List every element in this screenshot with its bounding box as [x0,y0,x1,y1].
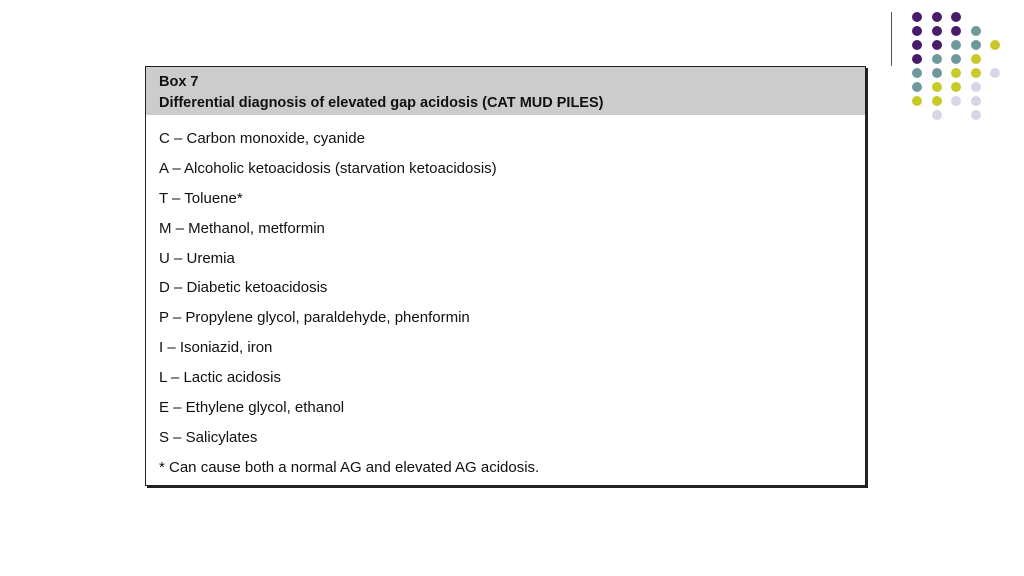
decorative-dot [951,96,961,106]
decorative-dot [971,26,981,36]
decorative-dot [932,82,942,92]
decorative-dot [951,40,961,50]
decorative-dot [932,110,942,120]
decorative-dot [971,68,981,78]
decorative-dot [912,12,922,22]
box-label: Box 7 [159,74,199,90]
decorative-dot [971,40,981,50]
decorative-dot [971,96,981,106]
decorative-dot [990,68,1000,78]
box-title: Differential diagnosis of elevated gap acidosis (CAT MUD PILES) [159,95,604,111]
footnote: * Can cause both a normal AG and elevated AG acidosis. [159,458,540,476]
list-item: T – Toluene* [159,189,243,207]
box-header [146,67,865,115]
decorative-dot [912,82,922,92]
list-item: A – Alcoholic ketoacidosis (starvation ketoacidosis) [159,159,497,177]
decorative-dot [932,96,942,106]
list-item: L – Lactic acidosis [159,369,282,387]
decorative-dot [912,96,922,106]
list-item: M – Methanol, metformin [159,219,325,237]
decorative-dot [951,54,961,64]
decorative-dot [932,26,942,36]
decorative-dot [990,40,1000,50]
list-item: C – Carbon monoxide, cyanide [159,130,365,147]
decorative-dot [971,110,981,120]
box-body [146,115,865,483]
list-item: I – Isoniazid, iron [159,339,273,357]
list-item: P – Propylene glycol, paraldehyde, phenformin [159,309,470,327]
decorative-dot [971,54,981,64]
decorative-dot [951,82,961,92]
list-item: U – Uremia [159,249,235,267]
decorative-dot [971,82,981,92]
decorative-dot [932,12,942,22]
decorative-dot [912,40,922,50]
decorative-dot [912,54,922,64]
diagnosis-box [145,66,866,486]
decorative-dot [912,68,922,78]
list-item: E – Ethylene glycol, ethanol [159,399,345,417]
decorative-dot [932,40,942,50]
decorative-dot [932,68,942,78]
list-item: D – Diabetic ketoacidosis [159,279,328,297]
decorative-dot [951,68,961,78]
list-item: S – Salicylates [159,428,258,446]
decorative-dot [951,26,961,36]
decorative-dot [912,26,922,36]
decorative-dot [951,12,961,22]
decorative-dot [932,54,942,64]
